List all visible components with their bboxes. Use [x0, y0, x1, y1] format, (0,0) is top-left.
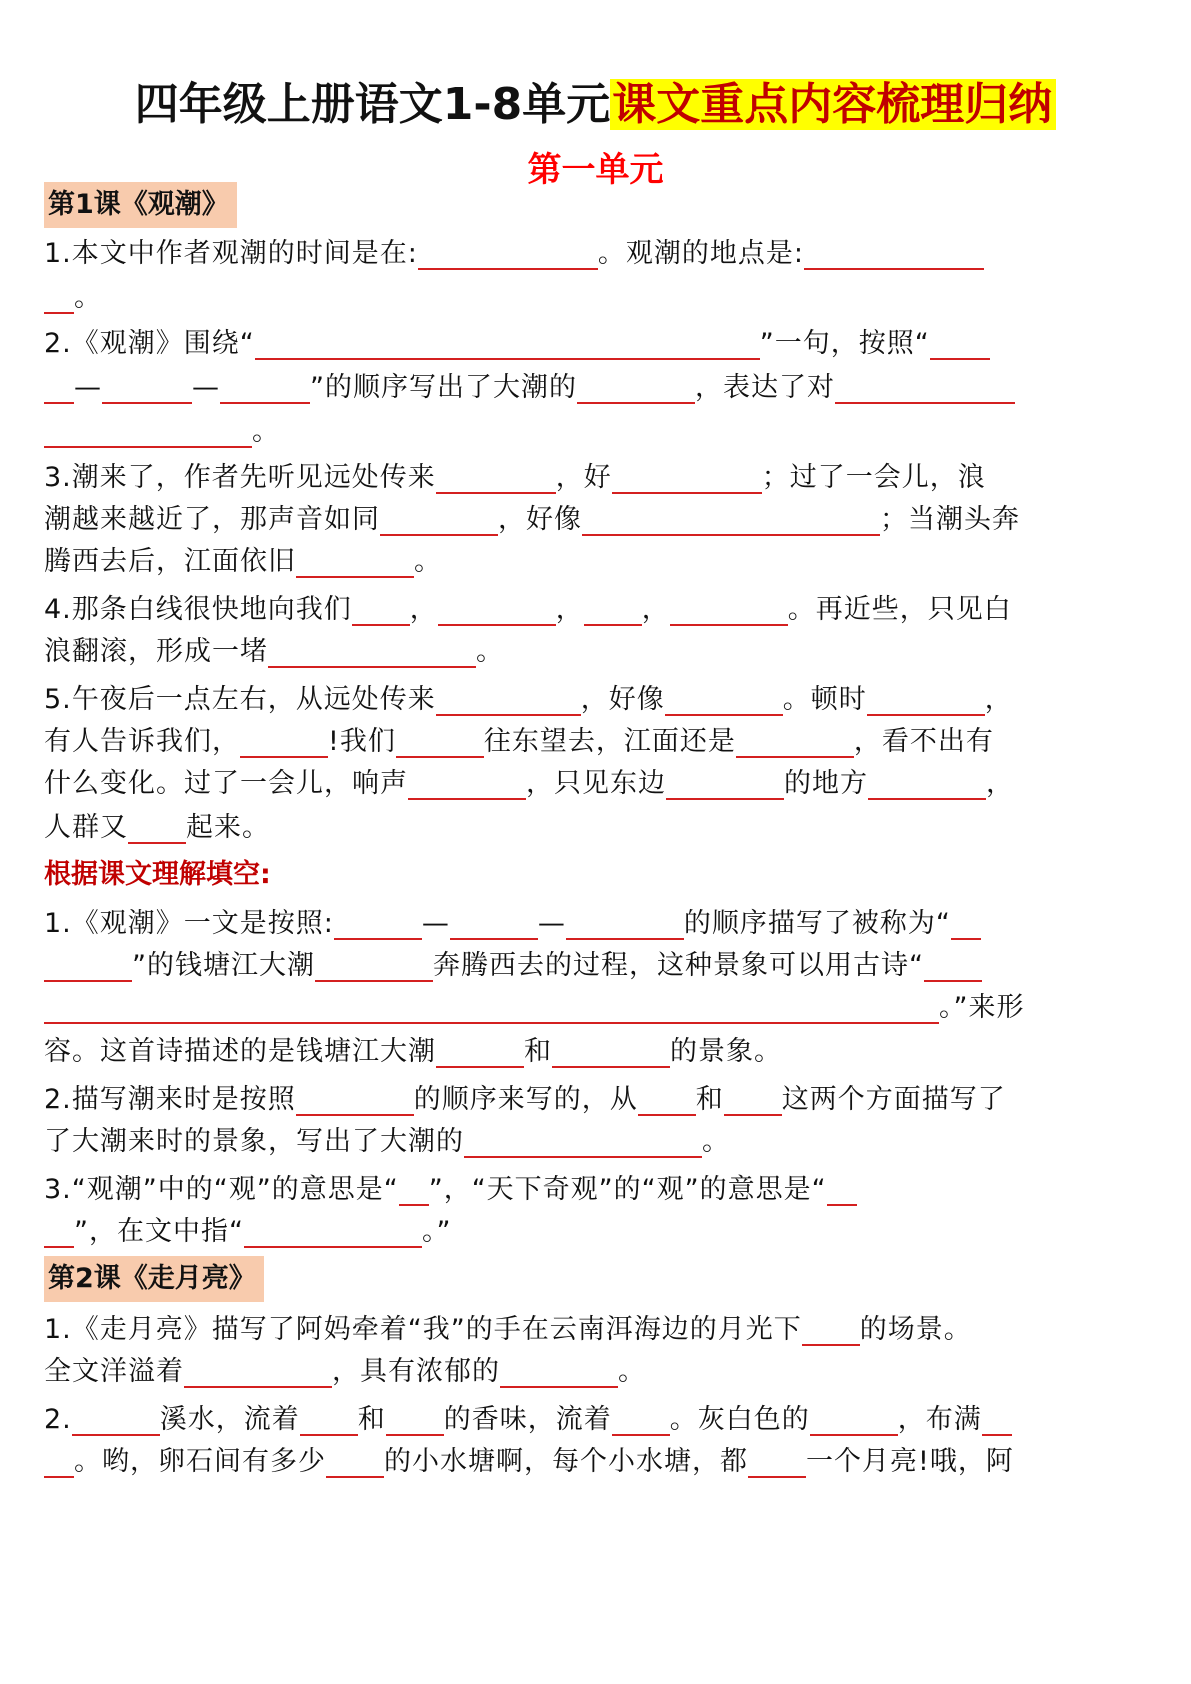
- exercise-line: [44, 1440, 1014, 1484]
- fill-in-blank[interactable]: [582, 502, 880, 536]
- exercise-text: 有人告诉我们，: [44, 726, 240, 757]
- fill-in-blank[interactable]: [438, 592, 556, 626]
- exercise-text: 起来。: [186, 812, 270, 843]
- fill-in-blank[interactable]: [220, 370, 310, 404]
- fill-in-blank[interactable]: [868, 766, 986, 800]
- fill-in-blank[interactable]: [408, 766, 526, 800]
- fill-in-blank[interactable]: [638, 1082, 696, 1116]
- exercise-text: 2.描写潮来时是按照: [44, 1084, 296, 1115]
- exercise-text: —: [192, 372, 220, 403]
- exercise-text: 。: [252, 416, 280, 447]
- exercise-text: 3.“观潮”中的“观”的意思是“: [44, 1174, 399, 1205]
- exercise-text: 。灰白色的: [669, 1404, 810, 1435]
- exercise-line: [44, 1168, 857, 1212]
- exercise-line: [44, 944, 982, 988]
- exercise-text: 的场景。: [859, 1314, 972, 1345]
- exercise-text: 人群又: [44, 812, 128, 843]
- exercise-text: 和: [357, 1404, 386, 1435]
- fill-in-blank[interactable]: [748, 1444, 806, 1478]
- fill-in-blank[interactable]: [566, 906, 684, 940]
- exercise-line: [44, 902, 981, 946]
- fill-in-blank[interactable]: [72, 1402, 160, 1436]
- fill-in-blank[interactable]: [380, 502, 498, 536]
- exercise-text: 的地方: [784, 768, 868, 799]
- exercise-text: 。: [476, 636, 504, 667]
- fill-in-blank[interactable]: [44, 280, 74, 314]
- exercise-line: [44, 1350, 646, 1394]
- exercise-text: 1.本文中作者观潮的时间是在:: [44, 238, 418, 269]
- exercise-text: 5.午夜后一点左右，从远处传来: [44, 684, 436, 715]
- exercise-text: 奔腾西去的过程，这种景象可以用古诗“: [433, 950, 924, 981]
- exercise-text: 1.《观潮》一文是按照:: [44, 908, 334, 939]
- fill-in-blank[interactable]: [810, 1402, 898, 1436]
- fill-in-blank[interactable]: [584, 592, 642, 626]
- exercise-text: ；当潮头奔: [880, 504, 1020, 535]
- exercise-text: 。再近些，只见白: [787, 594, 1012, 625]
- exercise-line: [44, 232, 984, 276]
- exercise-text: 容。这首诗描述的是钱塘江大潮: [44, 1036, 436, 1067]
- fill-in-blank[interactable]: [300, 1402, 358, 1436]
- exercise-text: —: [421, 908, 450, 939]
- exercise-text: 。”: [421, 1216, 452, 1247]
- exercise-line: [44, 322, 990, 366]
- fill-in-blank[interactable]: [736, 724, 854, 758]
- exercise-line: [44, 588, 1012, 632]
- fill-in-blank[interactable]: [334, 906, 422, 940]
- exercise-text: ，: [641, 594, 670, 625]
- fill-in-blank[interactable]: [450, 906, 538, 940]
- fill-in-blank[interactable]: [552, 1034, 670, 1068]
- fill-in-blank[interactable]: [240, 724, 328, 758]
- exercise-line: [44, 456, 986, 500]
- fill-in-blank[interactable]: [44, 990, 939, 1024]
- fill-in-blank[interactable]: [436, 682, 581, 716]
- fill-in-blank[interactable]: [436, 1034, 524, 1068]
- exercise-text: ，好像: [580, 684, 665, 715]
- exercise-text: 的景象。: [670, 1036, 782, 1067]
- exercise-text: 2.《观潮》围绕“: [44, 328, 255, 359]
- exercise-line: [44, 498, 1020, 542]
- exercise-text: 。: [618, 1356, 646, 1387]
- exercise-line: [44, 1308, 972, 1352]
- exercise-text: !我们: [328, 726, 396, 757]
- fill-in-blank[interactable]: [44, 1444, 74, 1478]
- exercise-text: ，: [555, 594, 584, 625]
- exercise-text: —: [74, 372, 102, 403]
- fill-in-blank[interactable]: [835, 370, 1015, 404]
- exercise-text: 全文洋溢着: [44, 1356, 184, 1387]
- fill-in-blank[interactable]: [951, 906, 981, 940]
- exercise-text: 。”来形: [939, 992, 1025, 1023]
- exercise-text: 4.那条白线很快地向我们: [44, 594, 352, 625]
- fill-in-blank[interactable]: [930, 326, 990, 360]
- exercise-line: [44, 1398, 1012, 1442]
- fill-in-blank[interactable]: [804, 236, 984, 270]
- fill-in-blank[interactable]: [386, 1402, 444, 1436]
- exercise-text: 和: [524, 1036, 552, 1067]
- exercise-text: 3.潮来了，作者先听见远处传来: [44, 462, 436, 493]
- fill-in-blank[interactable]: [326, 1444, 384, 1478]
- page-title: [0, 68, 1191, 142]
- fill-in-blank[interactable]: [418, 236, 598, 270]
- fill-in-blank[interactable]: [396, 724, 484, 758]
- exercise-text: ；过了一会儿，浪: [761, 462, 986, 493]
- exercise-text: ，: [986, 768, 1014, 799]
- exercise-text: ，: [984, 684, 1013, 715]
- exercise-text: ”，在文中指“: [74, 1216, 244, 1247]
- exercise-line: [44, 806, 270, 850]
- fill-in-blank[interactable]: [44, 948, 132, 982]
- fill-in-blank[interactable]: [612, 1402, 670, 1436]
- fill-in-blank[interactable]: [296, 1082, 414, 1116]
- exercise-text: 浪翻滚，形成一堵: [44, 636, 268, 667]
- exercise-line: [44, 986, 1025, 1030]
- fill-in-blank[interactable]: [665, 682, 783, 716]
- exercise-text: 2.: [44, 1404, 72, 1435]
- fill-in-blank[interactable]: [399, 1172, 429, 1206]
- fill-in-blank[interactable]: [670, 592, 788, 626]
- page-title-main: 四年级上册语文1-8单元: [134, 79, 611, 130]
- fill-in-blank[interactable]: [255, 326, 760, 360]
- fill-in-blank[interactable]: [500, 1354, 618, 1388]
- exercise-text: ”的顺序写出了大潮的: [310, 372, 577, 403]
- exercise-text: 一个月亮!哦，阿: [806, 1446, 1014, 1477]
- fill-in-blank[interactable]: [244, 1214, 422, 1248]
- exercise-text: ，: [409, 594, 438, 625]
- exercise-line: [44, 1120, 730, 1164]
- fill-in-blank[interactable]: [184, 1354, 332, 1388]
- exercise-text: 。哟，卵石间有多少: [74, 1446, 326, 1477]
- lesson-heading: 第2课《走月亮》: [44, 1256, 264, 1302]
- fill-in-blank[interactable]: [296, 544, 414, 578]
- exercise-line: [44, 1030, 782, 1074]
- fill-in-blank[interactable]: [577, 370, 695, 404]
- fill-in-blank[interactable]: [436, 460, 556, 494]
- exercise-text: ，好像: [498, 504, 582, 535]
- exercise-line: [44, 678, 1013, 722]
- exercise-text: 溪水，流着: [159, 1404, 300, 1435]
- exercise-text: ，好: [555, 462, 612, 493]
- exercise-text: 和: [695, 1084, 724, 1115]
- exercise-text: 了大潮来时的景象，写出了大潮的: [44, 1126, 464, 1157]
- exercise-text: ，具有浓郁的: [332, 1356, 500, 1387]
- fill-in-blank[interactable]: [827, 1172, 857, 1206]
- fill-in-blank[interactable]: [612, 460, 762, 494]
- exercise-text: ，布满: [897, 1404, 982, 1435]
- fill-in-blank[interactable]: [982, 1402, 1012, 1436]
- fill-in-blank[interactable]: [315, 948, 433, 982]
- fill-in-blank[interactable]: [666, 766, 784, 800]
- fill-in-blank[interactable]: [802, 1312, 860, 1346]
- exercise-text: 的顺序描写了被称为“: [683, 908, 951, 939]
- fill-in-blank[interactable]: [352, 592, 410, 626]
- exercise-text: 往东望去，江面还是: [483, 726, 736, 757]
- exercise-line: [44, 1078, 1006, 1122]
- exercise-line: [44, 366, 1015, 410]
- exercise-text: 的香味，流着: [443, 1404, 612, 1435]
- exercise-text: 。观潮的地点是:: [597, 238, 804, 269]
- exercise-line: [44, 720, 994, 764]
- lesson-heading: 第1课《观潮》: [44, 182, 237, 228]
- exercise-text: ，表达了对: [695, 372, 835, 403]
- exercise-text: ，只见东边: [526, 768, 666, 799]
- fill-in-blank[interactable]: [102, 370, 192, 404]
- exercise-text: ”一句，按照“: [759, 328, 930, 359]
- exercise-text: 1.《走月亮》描写了阿妈牵着“我”的手在云南洱海边的月光下: [44, 1314, 802, 1345]
- exercise-line: [44, 630, 504, 674]
- exercise-line: [44, 762, 1014, 806]
- exercise-text: 。: [414, 546, 442, 577]
- exercise-text: 。: [74, 282, 102, 313]
- fill-in-blank[interactable]: [724, 1082, 782, 1116]
- exercise-text: 。顿时: [782, 684, 867, 715]
- fill-in-blank[interactable]: [44, 1214, 74, 1248]
- exercise-line: [44, 1210, 451, 1254]
- exercise-text: 的小水塘啊，每个小水塘，都: [384, 1446, 748, 1477]
- fill-in-blank[interactable]: [128, 810, 186, 844]
- exercise-text: 这两个方面描写了: [781, 1084, 1006, 1115]
- exercise-text: 。: [702, 1126, 730, 1157]
- exercise-text: 什么变化。过了一会儿，响声: [44, 768, 408, 799]
- fill-in-blank[interactable]: [44, 414, 252, 448]
- page-title-highlight: 课文重点内容梳理归纳: [610, 79, 1056, 130]
- fill-in-blank[interactable]: [268, 634, 476, 668]
- fill-in-blank[interactable]: [924, 948, 982, 982]
- fill-in-blank[interactable]: [464, 1124, 702, 1158]
- exercise-text: 腾西去后，江面依旧: [44, 546, 296, 577]
- section-heading: 根据课文理解填空:: [44, 859, 271, 890]
- exercise-text: ，看不出有: [853, 726, 994, 757]
- fill-in-blank[interactable]: [867, 682, 985, 716]
- unit-heading: 第一单元: [527, 150, 664, 190]
- exercise-text: ”的钱塘江大潮: [132, 950, 315, 981]
- exercise-text: ”，“天下奇观”的“观”的意思是“: [428, 1174, 827, 1205]
- exercise-line: [44, 540, 442, 584]
- exercise-text: 的顺序来写的，从: [413, 1084, 638, 1115]
- exercise-line: [44, 276, 102, 320]
- fill-in-blank[interactable]: [44, 370, 74, 404]
- exercise-text: —: [537, 908, 566, 939]
- exercise-line: [44, 410, 280, 454]
- exercise-text: 潮越来越近了，那声音如同: [44, 504, 380, 535]
